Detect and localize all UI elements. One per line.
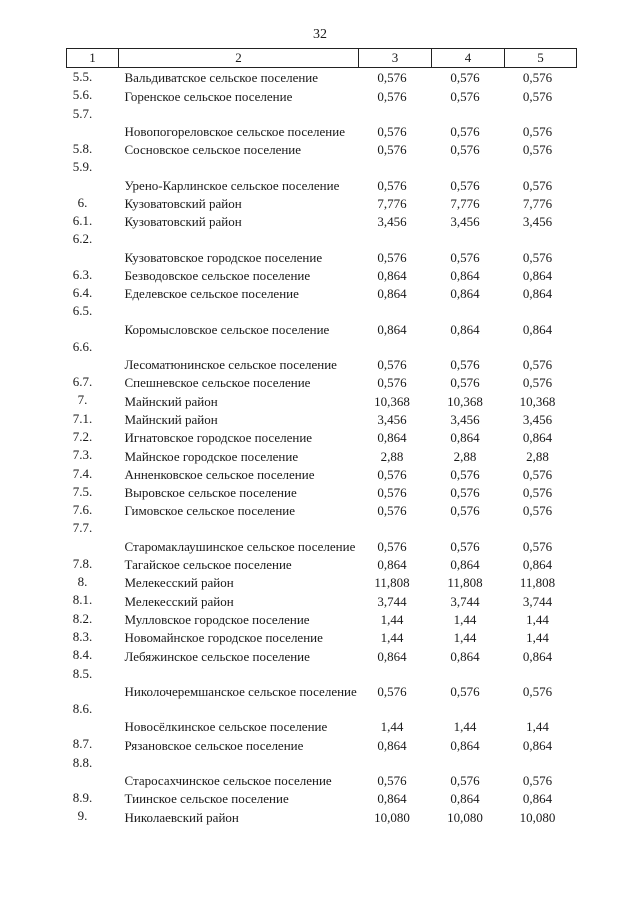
row-value-col-3: 0,576 — [377, 773, 407, 789]
row-number: 8.4. — [72, 647, 93, 663]
row-name: Николаевский район — [124, 809, 239, 825]
row-value-col-3: 0,576 — [377, 88, 407, 104]
row-value-col-5: 1,44 — [526, 611, 549, 627]
row-value-col-4: 0,576 — [450, 466, 480, 482]
table-row — [67, 230, 577, 265]
row-value-col-4: 0,864 — [450, 321, 480, 337]
row-value-col-3: 3,744 — [377, 593, 407, 609]
row-value-col-5: 0,864 — [522, 648, 553, 664]
row-value-col-5: 0,864 — [522, 791, 553, 807]
row-number: 6.2. — [72, 231, 93, 247]
row-name: Кузоватовский район — [124, 195, 242, 211]
row-value-col-5: 0,576 — [522, 357, 553, 373]
row-name: Вальдиватское сельское поселение — [124, 70, 319, 86]
header-col-4: 4 — [432, 49, 505, 68]
row-number: 5.5. — [72, 69, 93, 84]
row-name: Мелекесский район — [124, 575, 234, 591]
row-name: Лебяжинское сельское поселение — [124, 648, 310, 664]
row-value-col-5: 0,576 — [522, 70, 553, 86]
row-value-col-3: 10,368 — [374, 393, 410, 409]
row-value-col-4: 0,576 — [450, 683, 480, 699]
row-value-col-4: 3,456 — [450, 411, 480, 427]
row-number: 6.4. — [72, 284, 93, 300]
row-number: 7.6. — [72, 502, 93, 518]
table-row — [67, 591, 577, 609]
row-value-col-3: 10,080 — [374, 809, 410, 825]
row-name: Кузоватовский район — [124, 214, 242, 230]
table-body — [67, 68, 577, 826]
row-name: Майнский район — [124, 393, 218, 409]
row-value-col-3: 2,88 — [380, 448, 404, 464]
data-table-container — [66, 48, 576, 826]
table-row — [67, 140, 577, 158]
row-number: 5.6. — [72, 87, 93, 103]
row-value-col-3: 0,576 — [377, 70, 407, 86]
row-name: Майнское городское поселение — [124, 448, 299, 464]
row-number: 8.9. — [72, 790, 93, 806]
row-name: Еделевское сельское поселение — [124, 286, 299, 302]
table-row — [67, 428, 577, 446]
table-row — [67, 789, 577, 807]
row-number: 6.3. — [72, 266, 93, 282]
row-value-col-5: 2,88 — [526, 448, 549, 464]
row-value-col-4: 10,368 — [447, 393, 483, 409]
row-number: 6.1. — [72, 212, 93, 228]
table-row — [67, 628, 577, 646]
row-value-col-4: 0,576 — [450, 249, 480, 265]
row-name: Рязановское сельское поселение — [124, 737, 304, 753]
row-value-col-3: 0,576 — [377, 503, 407, 519]
row-name: Новосёлкинское сельское поселение — [124, 719, 328, 735]
table-row — [67, 86, 577, 104]
row-number: 5.9. — [72, 159, 93, 175]
row-name: Новомайнское городское поселение — [124, 630, 323, 646]
row-value-col-3: 0,864 — [377, 267, 407, 283]
table-row — [67, 373, 577, 391]
row-name: Кузоватовское городское поселение — [124, 249, 323, 265]
row-name: Гимовское сельское поселение — [124, 503, 296, 519]
row-value-col-3: 0,864 — [377, 286, 407, 302]
row-name: Старосахчинское сельское поселение — [124, 773, 332, 789]
table-row — [67, 700, 577, 735]
header-col-5: 5 — [505, 49, 577, 68]
row-value-col-3: 0,576 — [377, 375, 407, 391]
row-name: Выровское сельское поселение — [124, 485, 297, 501]
row-value-col-3: 0,576 — [377, 142, 407, 158]
row-value-col-5: 0,576 — [522, 123, 553, 139]
row-value-col-4: 0,576 — [450, 773, 480, 789]
row-name: Анненковское сельское поселение — [124, 466, 315, 482]
row-value-col-5: 0,576 — [522, 177, 553, 193]
row-value-col-5: 0,576 — [522, 538, 553, 554]
row-value-col-5: 3,456 — [522, 214, 553, 230]
row-name: Горенское сельское поселение — [124, 88, 293, 104]
table-row — [67, 338, 577, 373]
row-number: 8.2. — [72, 610, 93, 626]
table-row — [67, 284, 577, 302]
row-value-col-4: 10,080 — [447, 809, 483, 825]
header-col-1: 1 — [67, 49, 119, 68]
header-row — [67, 49, 577, 68]
table-row — [67, 735, 577, 753]
row-value-col-4: 0,576 — [450, 177, 480, 193]
row-value-col-4: 1,44 — [453, 630, 477, 646]
header-col-2: 2 — [119, 49, 359, 68]
row-value-col-3: 0,864 — [377, 648, 407, 664]
row-name: Тиинское сельское поселение — [124, 791, 289, 807]
row-value-col-3: 0,576 — [377, 683, 407, 699]
row-value-col-5: 0,864 — [522, 430, 553, 446]
row-name: Лесоматюнинское сельское поселение — [124, 357, 337, 373]
row-name: Игнатовское городское поселение — [124, 430, 313, 446]
row-name: Сосновское сельское поселение — [124, 142, 302, 158]
page-number: 32 — [313, 27, 327, 42]
row-value-col-4: 0,864 — [450, 648, 480, 664]
row-value-col-5: 0,576 — [522, 773, 553, 789]
row-value-col-4: 0,576 — [450, 375, 480, 391]
row-value-col-3: 0,576 — [377, 177, 407, 193]
row-value-col-5: 10,080 — [519, 809, 556, 825]
row-value-col-3: 11,808 — [374, 575, 410, 591]
row-value-col-4: 0,864 — [450, 430, 480, 446]
row-name: Мелекесский район — [124, 593, 234, 609]
row-number: 6.5. — [72, 303, 93, 319]
row-value-col-5: 0,864 — [522, 737, 553, 753]
row-number: 7.7. — [72, 520, 93, 536]
row-value-col-4: 7,776 — [450, 195, 480, 211]
row-value-col-3: 3,456 — [377, 411, 407, 427]
row-number: 7. — [77, 392, 88, 408]
header-col-3: 3 — [359, 49, 432, 68]
row-value-col-5: 0,864 — [522, 557, 553, 573]
row-value-col-4: 1,44 — [453, 719, 477, 735]
row-value-col-3: 0,864 — [377, 737, 407, 753]
row-value-col-3: 0,864 — [377, 430, 407, 446]
row-value-col-3: 1,44 — [380, 719, 404, 735]
row-value-col-3: 1,44 — [380, 630, 404, 646]
row-value-col-4: 0,576 — [450, 357, 480, 373]
row-value-col-4: 3,744 — [450, 593, 480, 609]
row-number: 5.8. — [72, 140, 93, 156]
row-number: 7.5. — [72, 483, 93, 499]
row-value-col-4: 0,576 — [450, 485, 480, 501]
row-value-col-4: 0,576 — [450, 70, 480, 86]
row-number: 8.6. — [72, 700, 93, 716]
row-number: 7.2. — [72, 428, 93, 444]
row-value-col-5: 0,576 — [522, 485, 553, 501]
table-row — [67, 465, 577, 483]
row-number: 8.8. — [72, 754, 93, 770]
row-value-col-3: 0,576 — [377, 249, 407, 265]
row-value-col-3: 0,576 — [377, 123, 407, 139]
row-value-col-4: 0,576 — [450, 88, 480, 104]
table-row — [67, 302, 577, 337]
row-number: 5.7. — [72, 105, 93, 121]
row-value-col-5: 0,576 — [522, 88, 553, 104]
row-number: 9. — [77, 808, 88, 824]
row-value-col-3: 0,576 — [377, 485, 407, 501]
table-row — [67, 158, 577, 193]
row-value-col-5: 0,576 — [522, 375, 553, 391]
table-row — [67, 754, 577, 789]
row-number: 7.3. — [72, 447, 93, 463]
row-value-col-5: 0,864 — [522, 286, 553, 302]
row-value-col-3: 7,776 — [377, 195, 407, 211]
row-number: 8.7. — [72, 736, 93, 752]
row-value-col-3: 0,576 — [377, 466, 407, 482]
table-row — [67, 807, 577, 825]
table-row — [67, 391, 577, 409]
row-number: 6. — [77, 194, 88, 210]
row-name: Коромысловское сельское поселение — [124, 321, 330, 337]
row-value-col-4: 3,456 — [450, 214, 480, 230]
row-number: 6.6. — [72, 338, 93, 354]
row-value-col-5: 0,576 — [522, 683, 553, 699]
row-value-col-3: 0,864 — [377, 557, 407, 573]
row-value-col-5: 0,576 — [522, 503, 553, 519]
row-number: 7.1. — [72, 410, 93, 426]
row-value-col-5: 0,864 — [522, 321, 553, 337]
row-value-col-3: 0,576 — [377, 357, 407, 373]
table-row — [67, 501, 577, 519]
row-number: 7.4. — [72, 465, 93, 481]
row-value-col-4: 0,864 — [450, 267, 480, 283]
row-name: Безводовское сельское поселение — [124, 267, 311, 283]
row-value-col-4: 0,576 — [450, 142, 480, 158]
table-row — [67, 665, 577, 700]
row-number: 8. — [77, 574, 88, 590]
row-value-col-5: 0,576 — [522, 249, 553, 265]
row-value-col-5: 0,864 — [522, 267, 553, 283]
row-name: Тагайское сельское поселение — [124, 557, 292, 573]
row-value-col-4: 0,576 — [450, 503, 480, 519]
row-value-col-4: 2,88 — [453, 448, 477, 464]
row-value-col-5: 0,576 — [522, 142, 553, 158]
row-name: Старомаклаушинское сельское поселение — [124, 538, 356, 554]
table-header — [67, 49, 577, 68]
table-row — [67, 483, 577, 501]
row-number: 6.7. — [72, 374, 93, 390]
row-name: Майнский район — [124, 411, 218, 427]
data-table — [66, 48, 577, 826]
row-value-col-3: 1,44 — [380, 611, 404, 627]
table-row — [67, 105, 577, 140]
table-row — [67, 68, 577, 87]
row-value-col-5: 3,744 — [522, 593, 553, 609]
row-value-col-5: 7,776 — [522, 195, 553, 211]
row-value-col-3: 0,864 — [377, 791, 407, 807]
table-row — [67, 446, 577, 464]
row-number: 8.1. — [72, 592, 93, 608]
row-value-col-5: 1,44 — [526, 630, 549, 646]
table-row — [67, 519, 577, 554]
row-value-col-4: 0,864 — [450, 286, 480, 302]
row-value-col-5: 3,456 — [522, 411, 553, 427]
table-row — [67, 646, 577, 664]
table-row — [67, 555, 577, 573]
row-number: 8.3. — [72, 628, 93, 644]
row-value-col-5: 11,808 — [519, 575, 556, 591]
table-row — [67, 212, 577, 230]
row-name: Спешневское сельское поселение — [124, 375, 311, 391]
row-name: Мулловское городское поселение — [124, 611, 310, 627]
row-name: Николочеремшанское сельское поселение — [124, 683, 357, 699]
table-row — [67, 410, 577, 428]
row-value-col-5: 10,368 — [519, 393, 556, 409]
row-value-col-4: 11,808 — [447, 575, 483, 591]
row-value-col-3: 0,864 — [377, 321, 407, 337]
table-row — [67, 266, 577, 284]
row-value-col-3: 3,456 — [377, 214, 407, 230]
row-value-col-4: 0,576 — [450, 123, 480, 139]
row-value-col-3: 0,576 — [377, 538, 407, 554]
row-value-col-4: 1,44 — [453, 611, 477, 627]
table-row — [67, 610, 577, 628]
table-row — [67, 194, 577, 212]
row-name: Урено-Карлинское сельское поселение — [124, 177, 340, 193]
row-value-col-5: 1,44 — [526, 719, 549, 735]
row-name: Новопогореловское сельское поселение — [124, 123, 345, 139]
row-value-col-4: 0,864 — [450, 557, 480, 573]
row-value-col-4: 0,864 — [450, 737, 480, 753]
row-number: 7.8. — [72, 555, 93, 571]
row-number: 8.5. — [72, 665, 93, 681]
row-value-col-5: 0,576 — [522, 466, 553, 482]
row-value-col-4: 0,576 — [450, 538, 480, 554]
row-value-col-4: 0,864 — [450, 791, 480, 807]
table-row — [67, 573, 577, 591]
